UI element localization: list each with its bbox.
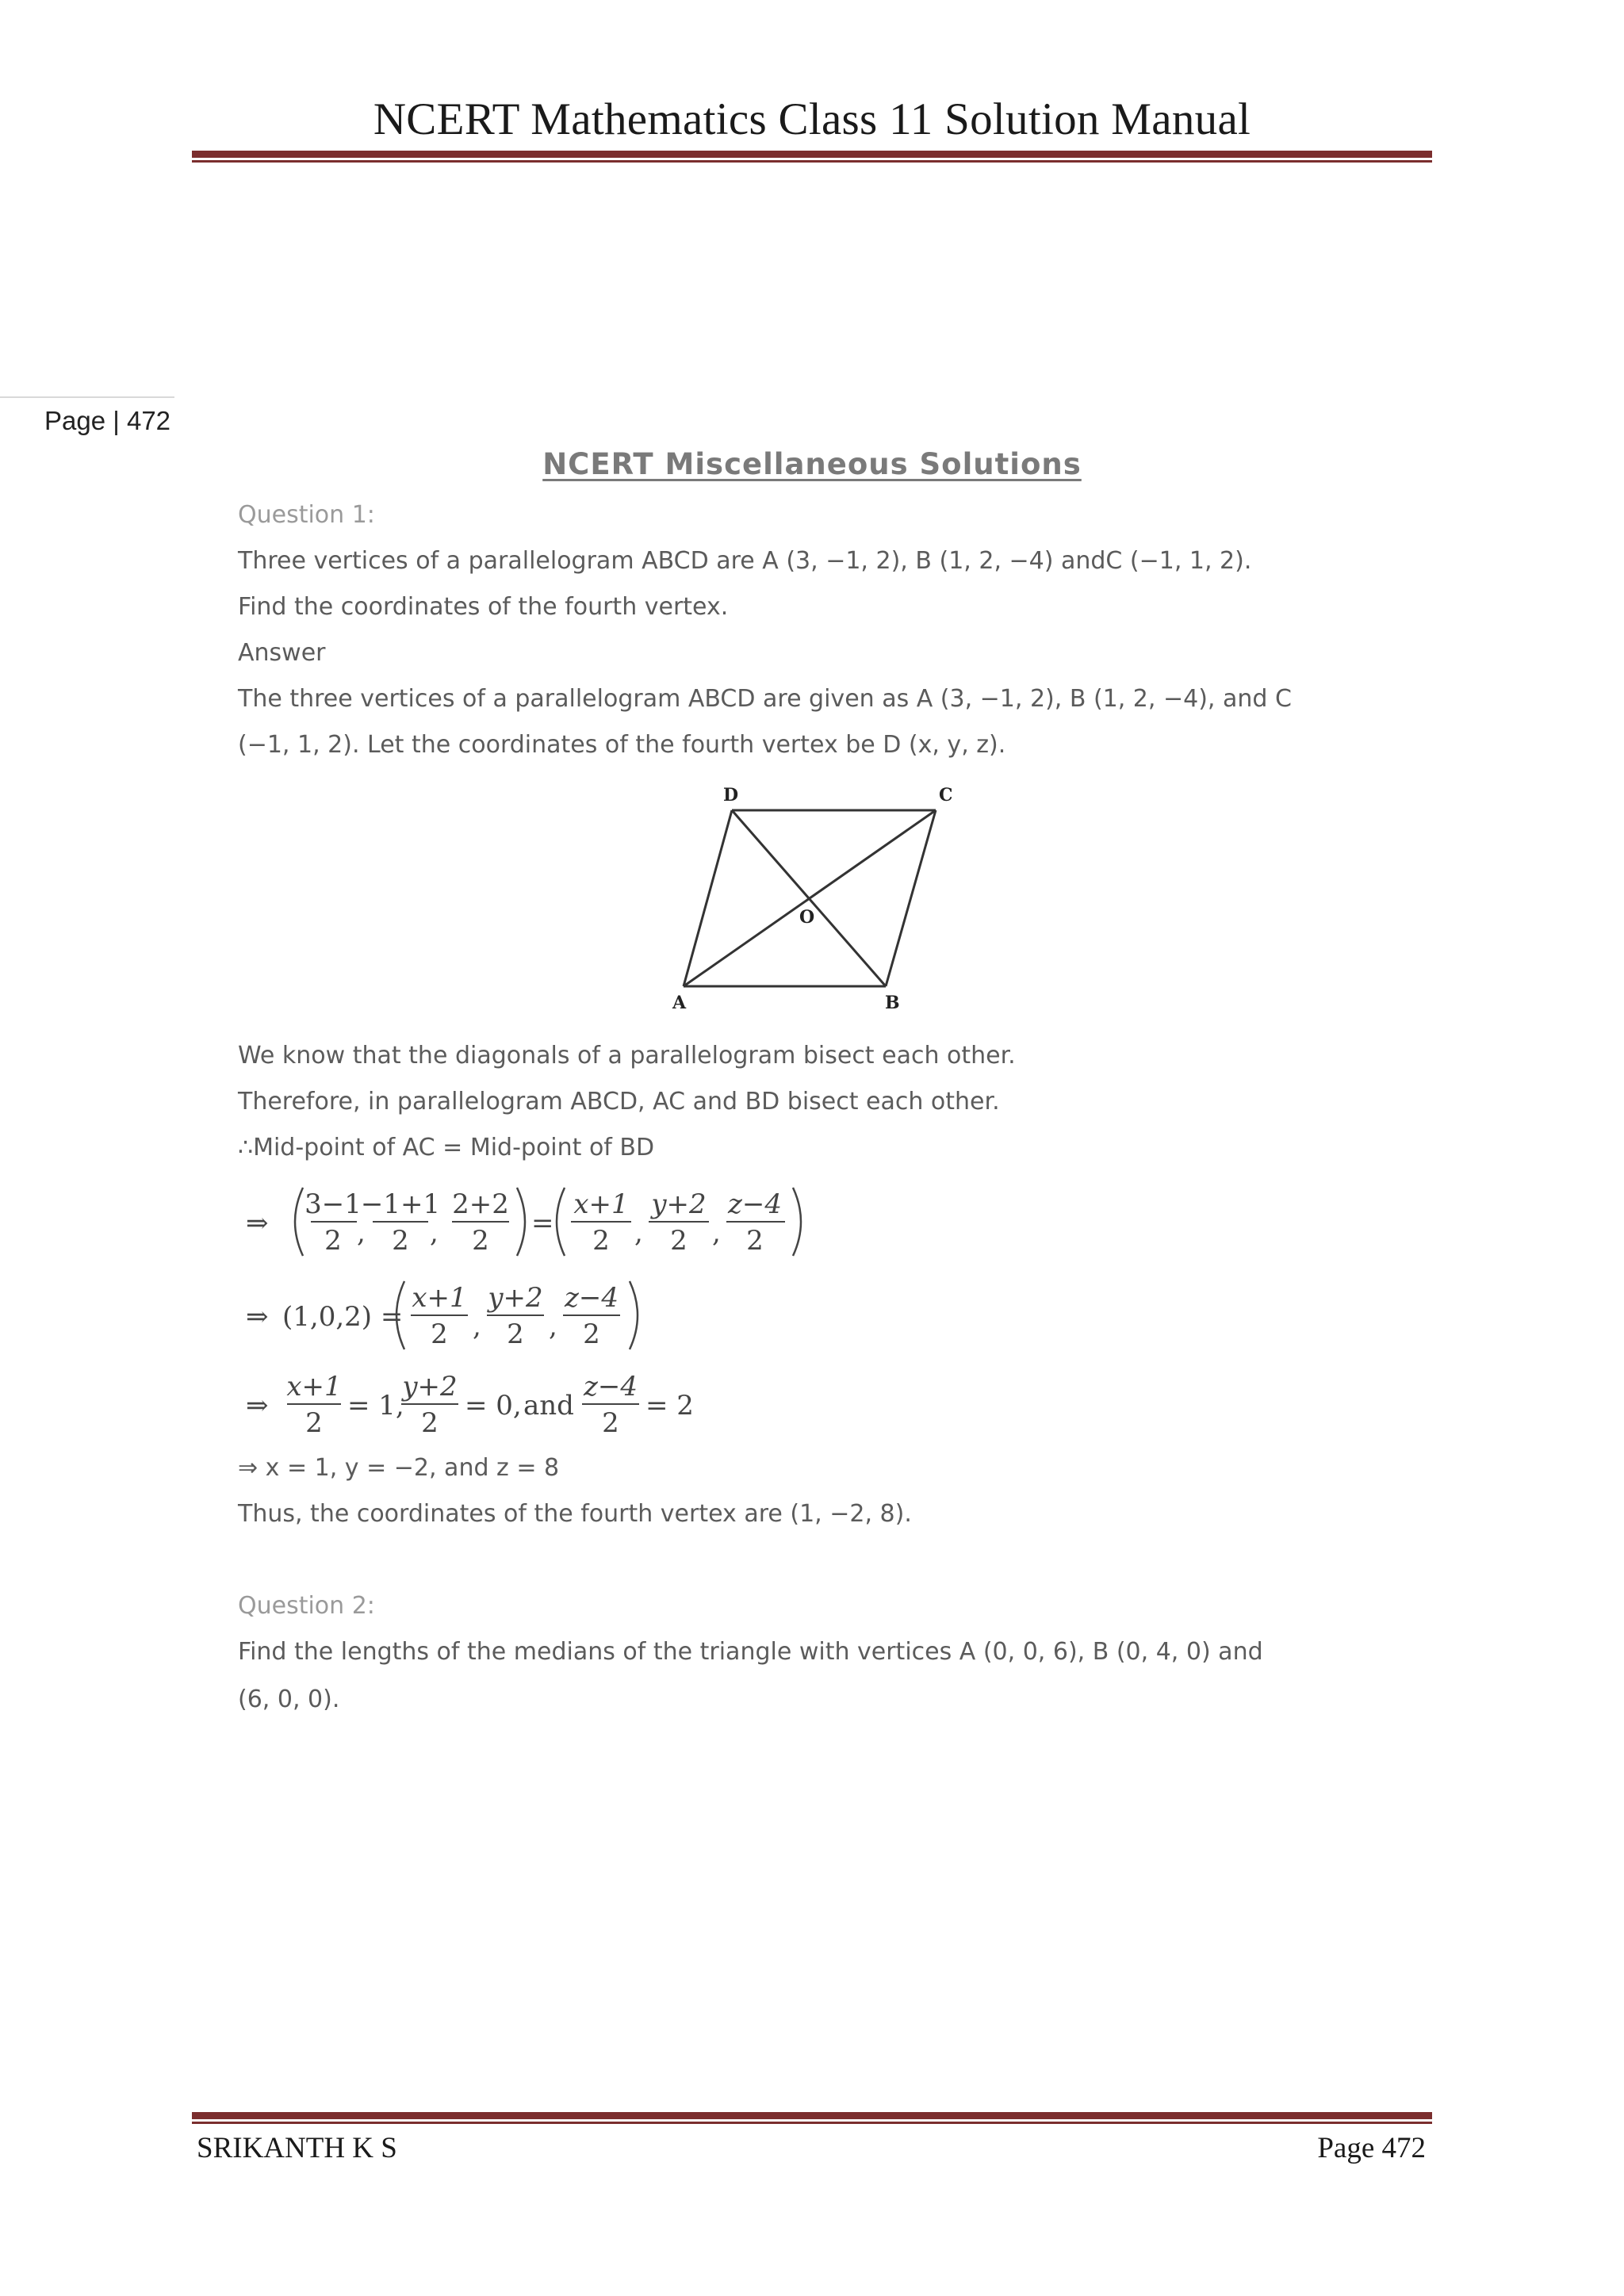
equation-2 — [238, 1272, 682, 1359]
midpoint-line: ∴Mid-point of AC = Mid-point of BD — [238, 1134, 655, 1161]
svg-text:⇒: ⇒ — [246, 1207, 269, 1239]
diagonal-bd — [732, 810, 886, 986]
svg-text:2: 2 — [472, 1225, 489, 1257]
svg-text:2: 2 — [602, 1407, 619, 1439]
result-line: ⇒ x = 1, y = −2, and z = 8 — [238, 1454, 560, 1482]
svg-text:3−1: 3−1 — [304, 1188, 362, 1220]
header-title: NCERT Mathematics Class 11 Solution Manual — [373, 94, 1251, 144]
side-cb — [886, 810, 936, 986]
svg-text:and: and — [523, 1390, 574, 1422]
question-2-text-line-1: Find the lengths of the medians of the triangle with vertices A (0, 0, 6), B (0, 4, 0) and — [238, 1638, 1263, 1666]
svg-text:,: , — [712, 1217, 721, 1249]
svg-text:2: 2 — [583, 1318, 600, 1350]
svg-text:⇒: ⇒ — [246, 1301, 269, 1333]
svg-text:y+2: y+2 — [488, 1282, 543, 1314]
svg-text:−1+1: −1+1 — [360, 1188, 441, 1220]
answer-line-2: (−1, 1, 2). Let the coordinates of the fourth vertex be D (x, y, z). — [238, 731, 1006, 759]
footer-author: SRIKANTH K S — [197, 2132, 397, 2164]
side-da — [684, 810, 732, 986]
vertex-label-b: B — [885, 993, 900, 1013]
question-1-label: Question 1: — [238, 501, 375, 529]
svg-text:2: 2 — [392, 1225, 409, 1257]
equation-1 — [238, 1178, 841, 1265]
svg-text:2: 2 — [746, 1225, 764, 1257]
svg-text:,: , — [357, 1217, 366, 1249]
svg-text:z−4: z−4 — [564, 1282, 619, 1314]
vertex-label-d: D — [723, 785, 739, 806]
center-label-o: O — [799, 907, 815, 928]
vertex-label-a: A — [672, 993, 687, 1013]
svg-text:2: 2 — [507, 1318, 524, 1350]
svg-text:z−4: z−4 — [727, 1188, 783, 1220]
svg-text:,: , — [473, 1311, 481, 1342]
svg-text:x+1: x+1 — [286, 1371, 342, 1402]
question-2-label: Question 2: — [238, 1592, 375, 1620]
diagonals-line: We know that the diagonals of a parallelogram bisect each other. — [238, 1042, 1016, 1070]
vertex-label-c: C — [939, 785, 953, 806]
svg-text:,: , — [549, 1311, 557, 1342]
svg-text:y+2: y+2 — [651, 1188, 707, 1220]
question-2-text-line-2: (6, 0, 0). — [238, 1686, 340, 1713]
svg-text:= 0,: = 0, — [465, 1390, 522, 1422]
section-heading: NCERT Miscellaneous Solutions — [542, 447, 1082, 481]
question-1-text-line-2: Find the coordinates of the fourth vertex. — [238, 593, 729, 621]
equation-3 — [238, 1360, 730, 1448]
header-rule — [192, 151, 1432, 163]
question-1-text-line-1: Three vertices of a parallelogram ABCD are A (3, −1, 2), B (1, 2, −4) andC (−1, 1, 2). — [238, 547, 1252, 575]
svg-text:x+1: x+1 — [573, 1188, 629, 1220]
svg-text:= 2: = 2 — [645, 1390, 694, 1422]
svg-text:=: = — [531, 1207, 554, 1239]
footer-rule — [192, 2112, 1432, 2124]
svg-text:y+2: y+2 — [402, 1371, 458, 1402]
side-divider — [0, 396, 174, 398]
therefore-line: Therefore, in parallelogram ABCD, AC and BD bisect each other. — [238, 1088, 1000, 1115]
svg-text:2: 2 — [305, 1407, 323, 1439]
parallelogram-figure — [658, 782, 975, 1020]
svg-text:z−4: z−4 — [583, 1371, 638, 1402]
answer-label: Answer — [238, 639, 326, 667]
svg-text:,: , — [634, 1217, 643, 1249]
svg-text:x+1: x+1 — [412, 1282, 467, 1314]
svg-text:2: 2 — [431, 1318, 448, 1350]
svg-text:⇒: ⇒ — [246, 1390, 269, 1422]
svg-text:2+2: 2+2 — [452, 1188, 509, 1220]
svg-text:2: 2 — [592, 1225, 610, 1257]
answer-line-1: The three vertices of a parallelogram ABCD are given as A (3, −1, 2), B (1, 2, −4), and C — [238, 685, 1292, 713]
svg-text:= 1,: = 1, — [347, 1390, 404, 1422]
svg-text:,: , — [430, 1217, 439, 1249]
side-page-label: Page | 472 — [44, 406, 171, 435]
footer-page-number: Page 472 — [1317, 2132, 1426, 2164]
svg-text:2: 2 — [324, 1225, 342, 1257]
svg-text:2: 2 — [421, 1407, 439, 1439]
conclusion-line: Thus, the coordinates of the fourth vertex are (1, −2, 8). — [238, 1500, 912, 1528]
svg-text:2: 2 — [670, 1225, 688, 1257]
svg-text:(1,0,2) =: (1,0,2) = — [282, 1301, 404, 1333]
